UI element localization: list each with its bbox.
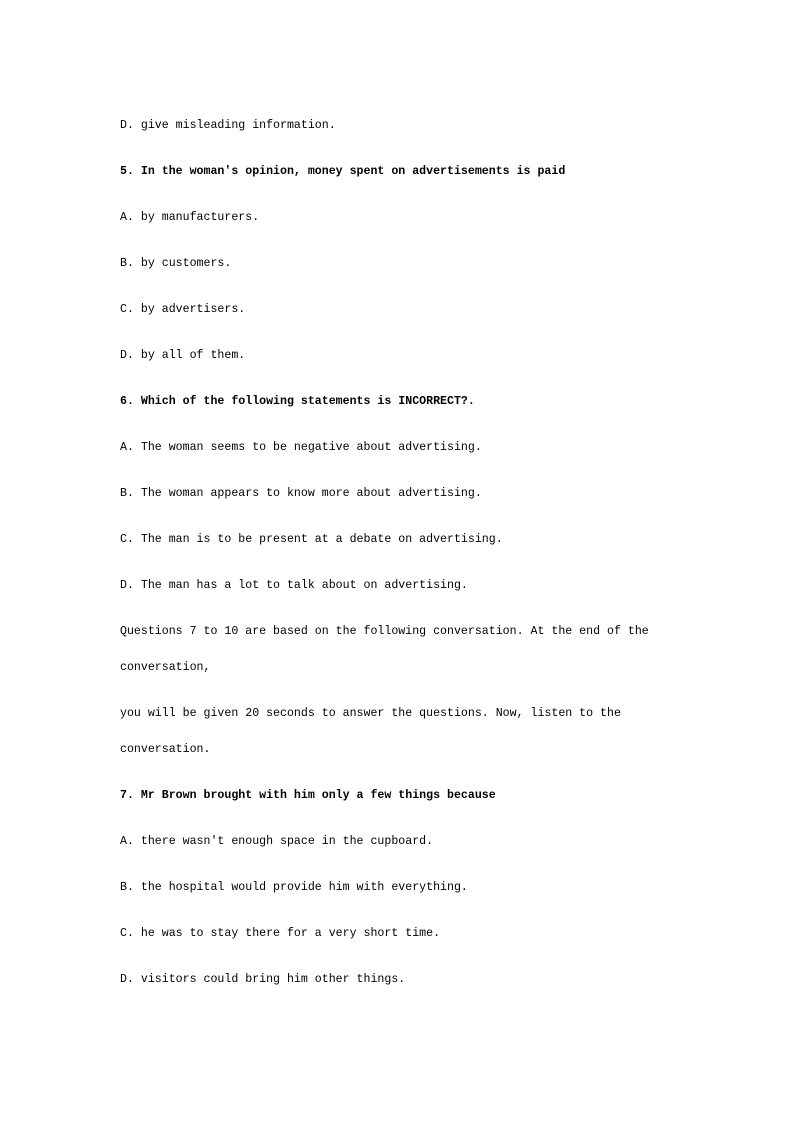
question-7: 7. Mr Brown brought with him only a few things because [120,789,496,802]
option-6d: D. The man has a lot to talk about on advertising. [120,579,468,592]
instructions-line-3: you will be given 20 seconds to answer the questions. Now, listen to the [120,707,621,720]
option-6a: A. The woman seems to be negative about advertising. [120,441,482,454]
option-5d: D. by all of them. [120,349,246,362]
option-7d: D. visitors could bring him other things. [120,973,406,986]
instructions-line-2: conversation, [120,661,211,674]
option-6b: B. The woman appears to know more about advertising. [120,487,482,500]
option-5c: C. by advertisers. [120,303,246,316]
option-6c: C. The man is to be present at a debate on advertising. [120,533,503,546]
option-7b: B. the hospital would provide him with everything. [120,881,468,894]
option-7a: A. there wasn't enough space in the cupboard. [120,835,434,848]
instructions-line-4: conversation. [120,743,211,756]
instructions-line-1: Questions 7 to 10 are based on the following conversation. At the end of the [120,625,649,638]
option-5b: B. by customers. [120,257,232,270]
option-4d: D. give misleading information. [120,119,336,132]
question-5: 5. In the woman's opinion, money spent on advertisements is paid [120,165,566,178]
question-6: 6. Which of the following statements is INCORRECT?. [120,395,475,408]
option-7c: C. he was to stay there for a very short time. [120,927,441,940]
option-5a: A. by manufacturers. [120,211,260,224]
